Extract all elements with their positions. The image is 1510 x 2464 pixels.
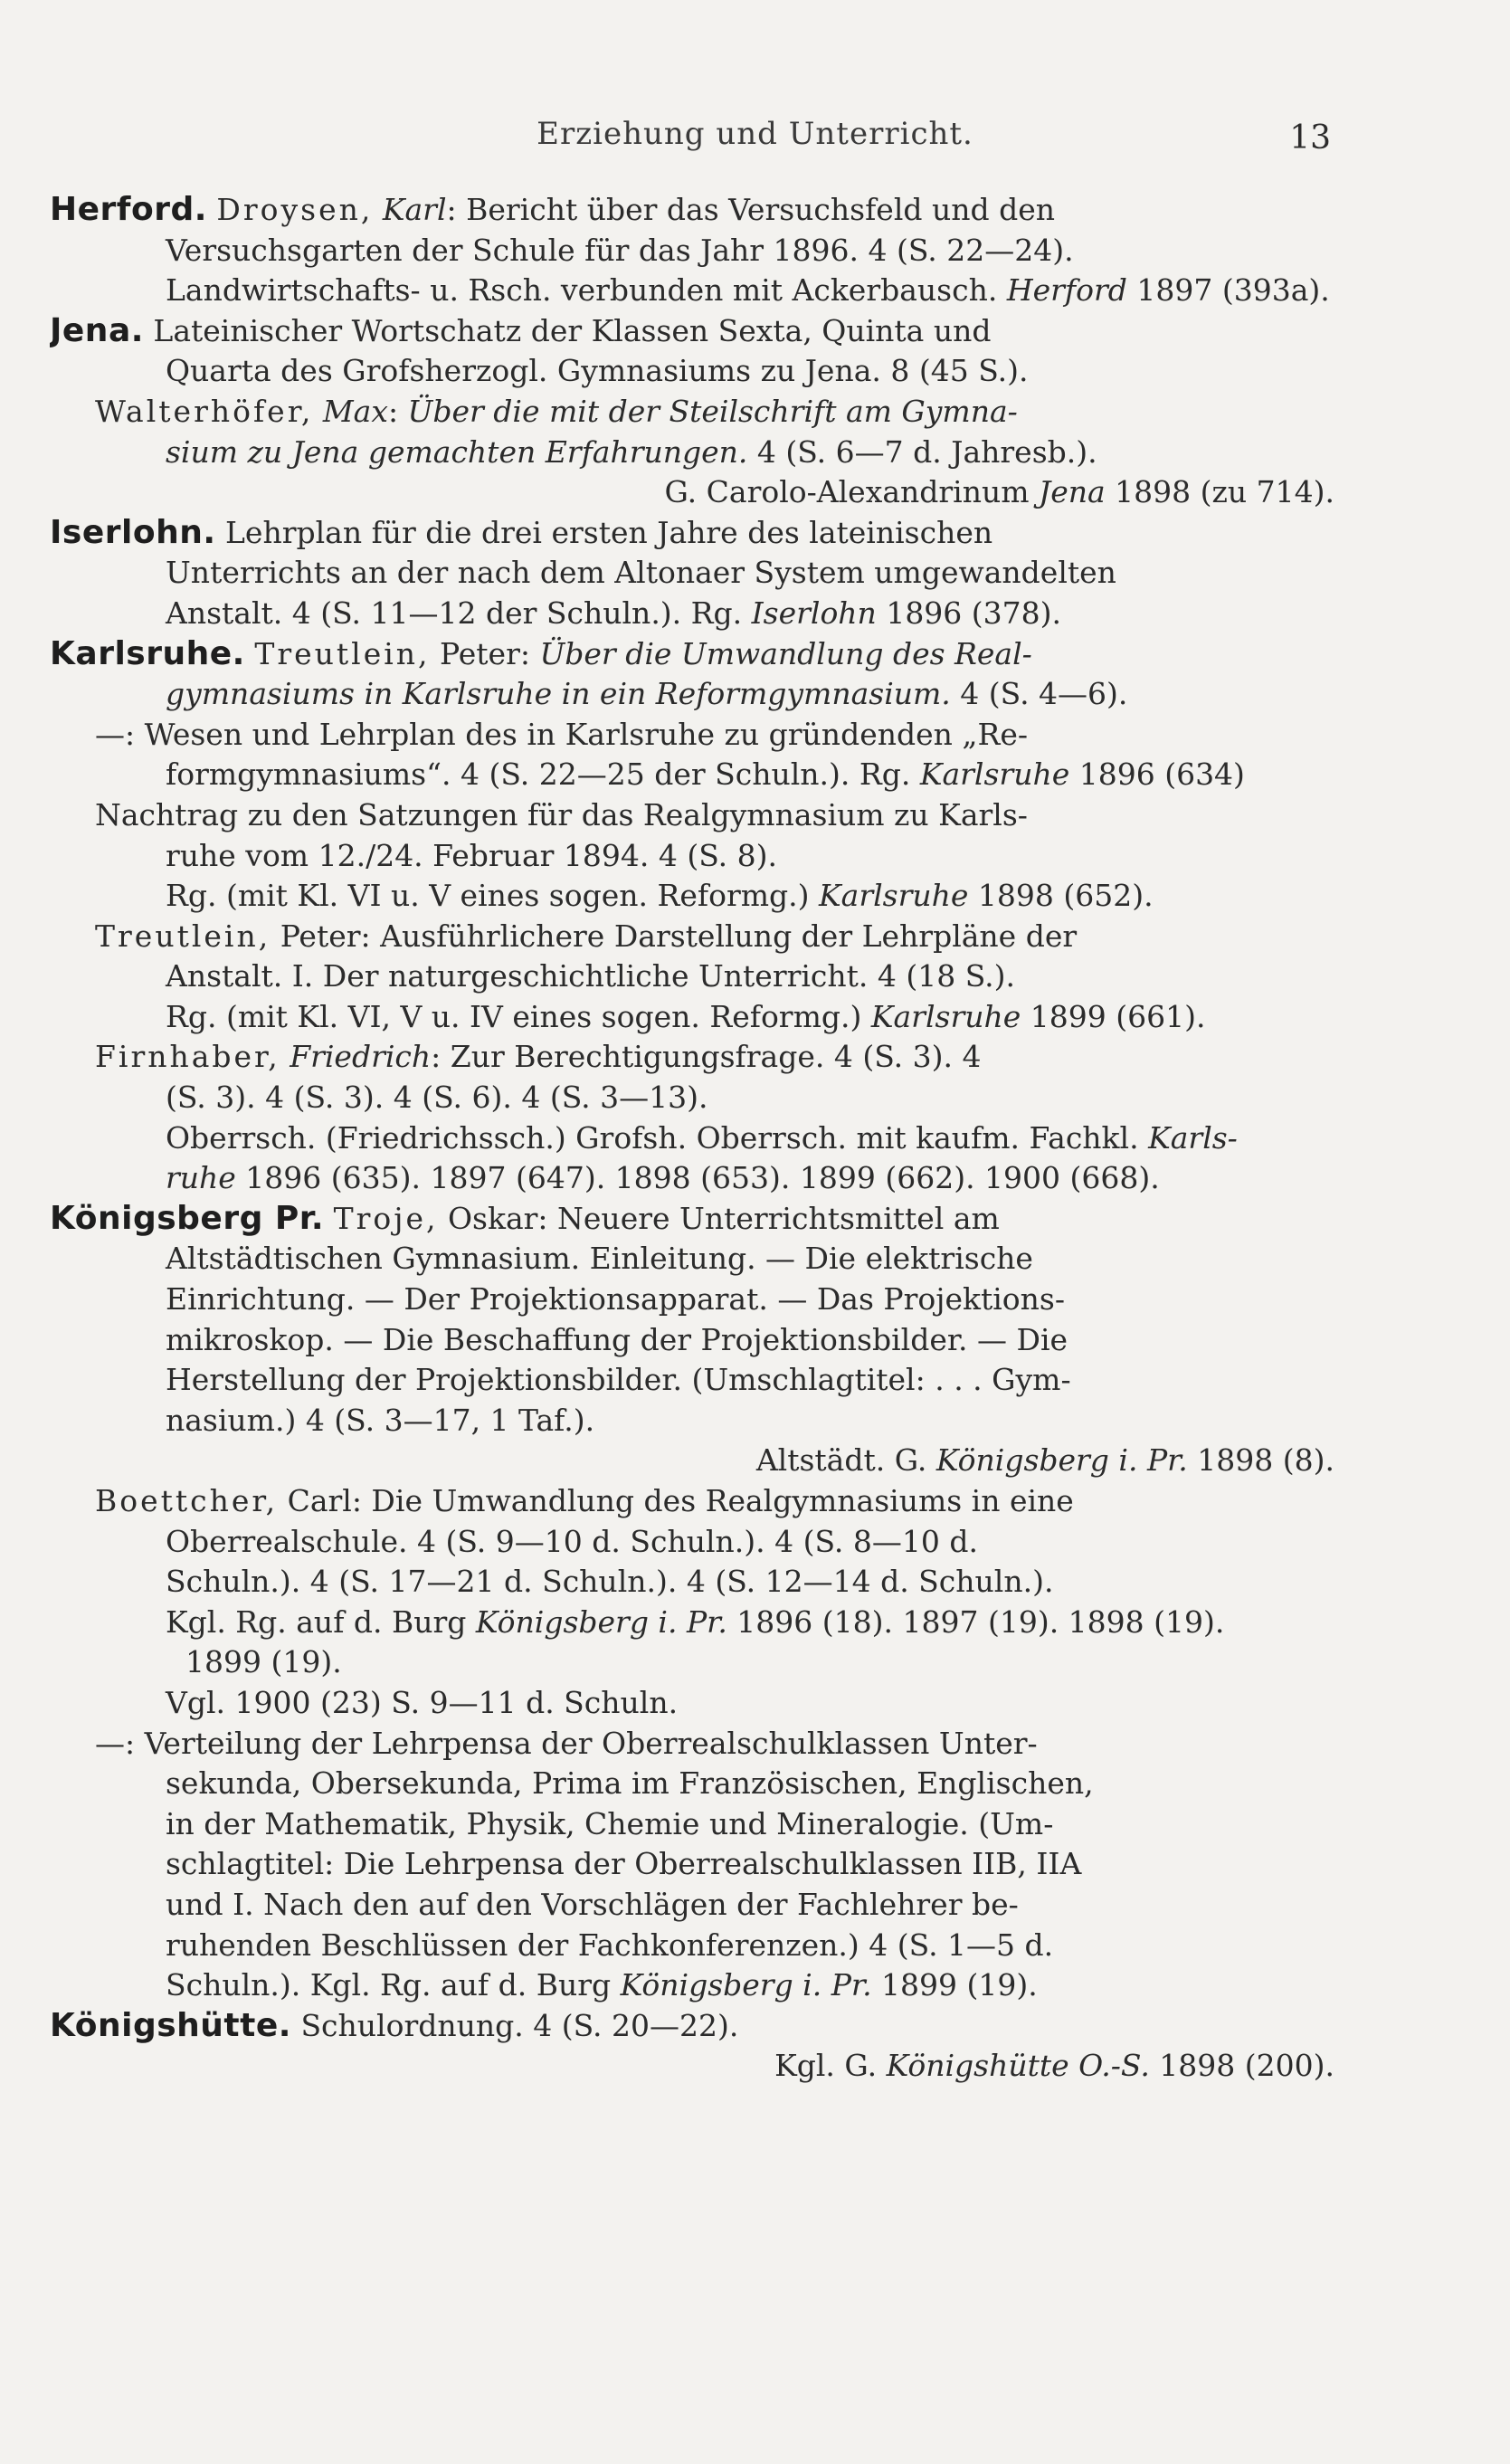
text-run: 1896 (634) — [1069, 756, 1245, 793]
text-run: 4 (S. 6—7 d. Jahresb.). — [747, 433, 1097, 470]
entry-line — [50, 755, 1334, 795]
text-run: Herstellung der Projektionsbilder. (Umschlagtitel: . . . Gym- — [166, 1362, 1071, 1398]
entry-line — [50, 1199, 1334, 1240]
entry-line — [50, 1764, 1334, 1804]
running-title: Erziehung und Unterricht. — [537, 116, 973, 152]
text-run: mikroskop. — Die Beschaffung der Projektionsbilder. — Die — [166, 1321, 1068, 1357]
text-run: : Bericht über das Versuchsfeld und den — [446, 192, 1056, 227]
italic-text: Königsberg i. Pr. — [475, 1603, 727, 1640]
text-run: 1897 (393a). — [1126, 272, 1330, 309]
text-run: : Zur Berechtigungsfrage. 4 (S. 3). 4 — [431, 1039, 982, 1075]
text-run: Lehrplan für die drei ersten Jahre des lateinischen — [225, 514, 993, 550]
text-run: Lateinischer Wortschatz der Klassen Sexta, Quinta und — [153, 312, 992, 348]
entry-line — [50, 715, 1334, 756]
author-name: Walterhöfer, — [95, 393, 314, 429]
italic-text: Karl — [382, 192, 447, 227]
text-run — [373, 192, 383, 227]
text-run: Schuln.). Kgl. Rg. auf d. Burg — [166, 1967, 621, 2003]
italic-text: Königshütte O.-S. — [886, 2048, 1150, 2084]
bibliography-entry — [50, 2006, 1334, 2087]
text-run: 1899 (19). — [185, 1644, 342, 1680]
text-run: ruhenden Beschlüssen der Fachkonferenzen.) 4 (S. 1—5 d. — [166, 1926, 1054, 1963]
text-run: Carl: Die Umwandlung des Realgymnasiums in eine — [278, 1483, 1074, 1518]
text-run: 1899 (661). — [1021, 998, 1206, 1034]
text-run: Einrichtung. — Der Projektionsapparat. — Das Projektions- — [166, 1281, 1066, 1318]
entry-line — [50, 433, 1334, 473]
text-run: Kgl. G. — [774, 2048, 887, 2084]
text-run: Oberrsch. (Friedrichssch.) Grofsh. Oberrsch. mit kaufm. Fachkl. — [166, 1119, 1149, 1156]
entry-line — [50, 1562, 1334, 1603]
italic-text: Über die mit der Steilschrift am Gymna- — [407, 393, 1018, 429]
italic-text: Jena — [1038, 474, 1106, 510]
text-run: Peter: — [430, 635, 540, 671]
entry-line — [50, 634, 1334, 675]
bibliography-list — [50, 190, 1334, 2087]
text-run: 1896 (635). 1897 (647). 1898 (653). 1899 (662). 1900 (668). — [235, 1160, 1160, 1196]
text-run: Schuln.). 4 (S. 17—21 d. Schuln.). 4 (S. 12—14 d. Schuln.). — [166, 1564, 1054, 1600]
author-name: Troje, — [333, 1200, 439, 1236]
text-run: Vgl. 1900 (23) S. 9—11 d. Schuln. — [166, 1684, 679, 1720]
text-run: 1896 (378). — [876, 595, 1062, 631]
text-run: 1898 (652). — [968, 878, 1154, 914]
page-header — [0, 116, 1510, 161]
italic-text: Herford — [1006, 272, 1127, 309]
entry-line — [50, 2046, 1334, 2087]
bibliography-entry — [50, 311, 1334, 513]
text-run: Anstalt. I. Der naturgeschichtliche Unterricht. 4 (18 S.). — [166, 958, 1016, 994]
text-run: Nachtrag zu den Satzungen für das Realgymnasium zu Karls- — [95, 796, 1028, 832]
text-run: Quarta des Grofsherzogl. Gymnasiums zu Jena. 8 (45 S.). — [166, 353, 1029, 389]
italic-text: Königsberg i. Pr. — [935, 1442, 1188, 1479]
entry-line — [50, 1280, 1334, 1320]
text-run: 1898 (zu 714). — [1105, 474, 1334, 510]
text-run: nasium.) 4 (S. 3—17, 1 Taf.). — [166, 1402, 595, 1438]
entry-line — [50, 917, 1334, 957]
entry-line — [50, 392, 1334, 433]
entry-line — [50, 271, 1334, 311]
entry-line — [50, 674, 1334, 715]
bibliography-entry — [50, 634, 1334, 1199]
entry-line — [50, 1683, 1334, 1724]
entry-line — [50, 1844, 1334, 1885]
entry-line — [50, 1603, 1334, 1643]
entry-line — [50, 594, 1334, 634]
city-heading: Königshütte. — [50, 2006, 291, 2044]
text-run: Oskar: Neuere Unterrichtsmittel am — [438, 1200, 1000, 1236]
entry-line — [50, 1441, 1334, 1481]
text-run: 1896 (18). 1897 (19). 1898 (19). — [727, 1603, 1225, 1640]
entry-line — [50, 190, 1334, 231]
entry-line — [50, 795, 1334, 836]
text-run: Kgl. Rg. auf d. Burg — [166, 1603, 476, 1640]
text-run: in der Mathematik, Physik, Chemie und Mineralogie. (Um- — [166, 1805, 1054, 1841]
entry-line — [50, 1239, 1334, 1280]
entry-line — [50, 956, 1334, 997]
entry-line — [50, 513, 1334, 554]
text-run: Altstädtischen Gymnasium. Einleitung. — Die elektrische — [166, 1241, 1033, 1277]
entry-line — [50, 1158, 1334, 1199]
text-run: Unterrichts an der nach dem Altonaer System umgewandelten — [166, 555, 1116, 591]
entry-line — [50, 1078, 1334, 1118]
entry-line — [50, 472, 1334, 513]
text-run — [280, 1039, 290, 1074]
entry-line — [50, 1481, 1334, 1522]
entry-line — [50, 1401, 1334, 1441]
entry-line — [50, 553, 1334, 594]
entry-line — [50, 1926, 1334, 1966]
entry-line — [50, 1724, 1334, 1765]
author-name: Treutlein, — [254, 635, 431, 671]
text-run: 4 (S. 4—6). — [950, 676, 1128, 712]
city-heading: Iserlohn. — [50, 513, 216, 551]
text-run: : — [387, 393, 408, 429]
text-run: sekunda, Obersekunda, Prima im Französischen, Englischen, — [166, 1765, 1094, 1802]
text-run: 1899 (19). — [871, 1967, 1038, 2003]
city-heading: Herford. — [50, 191, 207, 228]
entry-line — [50, 1118, 1334, 1159]
text-run: Rg. (mit Kl. VI u. V eines sogen. Reformg.) — [166, 878, 820, 914]
text-run: Schulordnung. 4 (S. 20—22). — [300, 2007, 739, 2043]
author-name: Firnhaber, — [95, 1039, 280, 1075]
text-run: Oberrealschule. 4 (S. 9—10 d. Schuln.). 4 (S. 8—10 d. — [166, 1523, 978, 1559]
page-number: 13 — [1289, 119, 1331, 157]
entry-line — [50, 1522, 1334, 1563]
text-run: formgymnasiums“. 4 (S. 22—25 der Schuln.). Rg. — [166, 756, 920, 793]
bibliography-entry — [50, 190, 1334, 311]
text-run: Altstädt. G. — [755, 1442, 936, 1479]
entry-line — [50, 1804, 1334, 1845]
entry-line — [50, 2006, 1334, 2047]
italic-text: sium zu Jena gemachten Erfahrungen. — [166, 433, 748, 470]
entry-line — [50, 231, 1334, 271]
text-run: 1898 (200). — [1149, 2048, 1334, 2084]
italic-text: Max — [322, 393, 388, 429]
city-heading: Karlsruhe. — [50, 634, 245, 672]
text-run: Anstalt. 4 (S. 11—12 der Schuln.). Rg. — [166, 595, 752, 631]
entry-line — [50, 1642, 1334, 1683]
text-run: Rg. (mit Kl. VI, V u. IV eines sogen. Reformg.) — [166, 998, 871, 1034]
author-name: Treutlein, — [95, 918, 271, 954]
text-run: Versuchsgarten der Schule für das Jahr 1896. 4 (S. 22—24). — [166, 232, 1074, 268]
city-heading: Jena. — [50, 311, 144, 349]
italic-text: Friedrich — [290, 1039, 432, 1075]
italic-text: gymnasiums in Karlsruhe in ein Reformgymnasium. — [166, 676, 951, 712]
entry-line — [50, 876, 1334, 917]
entry-line — [50, 1360, 1334, 1401]
bibliography-entry — [50, 513, 1334, 634]
text-run: (S. 3). 4 (S. 3). 4 (S. 6). 4 (S. 3—13). — [166, 1080, 708, 1116]
text-run: 1898 (8). — [1187, 1442, 1334, 1479]
text-run: G. Carolo-Alexandrinum — [664, 474, 1039, 510]
text-run: ruhe vom 12./24. Februar 1894. 4 (S. 8). — [166, 837, 777, 873]
text-run — [313, 394, 323, 429]
entry-line — [50, 1320, 1334, 1361]
entry-line — [50, 1965, 1334, 2006]
entry-line — [50, 311, 1334, 352]
italic-text: Karlsruhe — [919, 756, 1070, 793]
text-run: schlagtitel: Die Lehrpensa der Oberrealschulklassen IIB, IIA — [166, 1846, 1082, 1882]
italic-text: Karlsruhe — [870, 998, 1021, 1034]
text-run: Landwirtschafts- u. Rsch. verbunden mit Ackerbausch. — [166, 272, 1007, 309]
entry-line — [50, 351, 1334, 392]
entry-line — [50, 1037, 1334, 1078]
italic-text: Über die Umwandlung des Real- — [539, 635, 1032, 671]
entry-line — [50, 997, 1334, 1038]
italic-text: Königsberg i. Pr. — [620, 1967, 872, 2003]
text-run: Peter: Ausführlichere Darstellung der Lehrpläne der — [271, 918, 1078, 954]
author-name: Boettcher, — [95, 1483, 279, 1518]
text-run: und I. Nach den auf den Vorschlägen der Fachlehrer be- — [166, 1886, 1019, 1922]
city-heading: Königsberg Pr. — [50, 1199, 325, 1237]
bibliography-entry — [50, 1199, 1334, 2006]
entry-line — [50, 1885, 1334, 1926]
italic-text: Iserlohn — [751, 595, 877, 631]
italic-text: Karlsruhe — [819, 878, 969, 914]
italic-text: Karls- — [1148, 1119, 1238, 1156]
text-run: —: Wesen und Lehrplan des in Karlsruhe zu gründenden „Re- — [95, 716, 1028, 752]
author-name: Droysen, — [216, 192, 374, 227]
entry-line — [50, 836, 1334, 877]
italic-text: ruhe — [166, 1160, 236, 1196]
text-run: —: Verteilung der Lehrpensa der Oberrealschulklassen Unter- — [95, 1725, 1038, 1761]
